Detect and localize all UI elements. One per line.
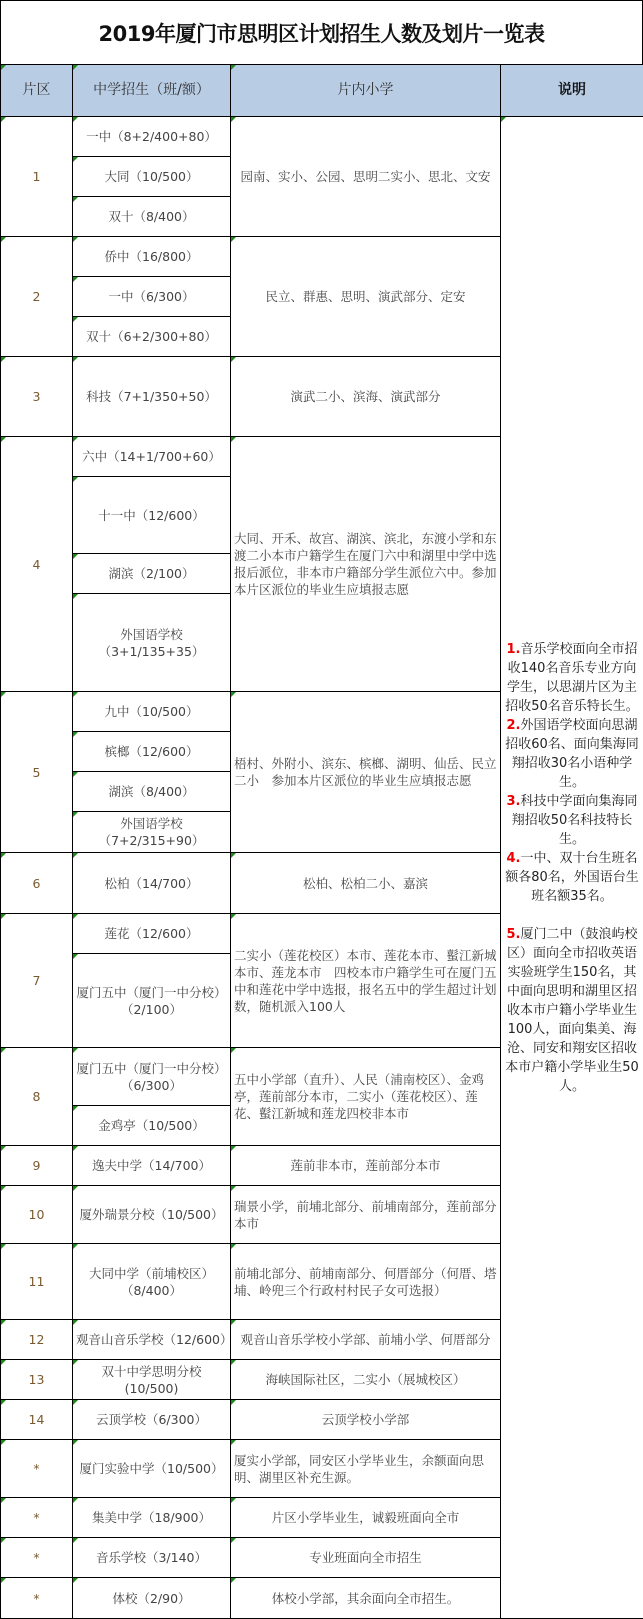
middle-school-cell: 湖滨（2/100）: [73, 554, 231, 594]
primary-schools-cell: 体校小学部，其余面向全市招生。: [231, 1578, 501, 1619]
zone-cell: 11: [1, 1244, 73, 1320]
middle-school-cell: 厦门五中（厦门一中分校）（6/300）: [73, 1048, 231, 1106]
primary-schools-cell: 莲前非本市，莲前部分本市: [231, 1146, 501, 1186]
zone-cell: *: [1, 1578, 73, 1619]
middle-school-cell: 体校（2/90）: [73, 1578, 231, 1619]
middle-school-cell: 大同中学（前埔校区）（8/400）: [73, 1244, 231, 1320]
zone-cell: 4: [1, 437, 73, 692]
note-number: 4.: [506, 850, 521, 866]
primary-schools-cell: 二实小（莲花校区）本市、莲花本市、蟚江新城本市、莲龙本市 四校本市户籍学生可在厦门五中和莲花中学中选报，报名五中的学生超过计划数，随机派入100人: [231, 914, 501, 1048]
primary-schools-cell: 云顶学校小学部: [231, 1400, 501, 1440]
zone-cell: 12: [1, 1320, 73, 1360]
zone-cell: 5: [1, 692, 73, 853]
header-middle-school: 中学招生（班/额）: [73, 65, 231, 117]
primary-schools-cell: 前埔北部分、前埔南部分、何厝部分（何厝、塔埔、岭兜三个行政村村民子女可选报）: [231, 1244, 501, 1320]
zone-cell: 10: [1, 1186, 73, 1244]
middle-school-cell: 厦门五中（厦门一中分校）（2/100）: [73, 954, 231, 1048]
middle-school-cell: 六中（14+1/700+60）: [73, 437, 231, 477]
middle-school-cell: 双十（8/400）: [73, 197, 231, 237]
zone-cell: 14: [1, 1400, 73, 1440]
note-item: [505, 716, 639, 792]
notes-cell: [501, 117, 643, 1619]
zone-cell: *: [1, 1538, 73, 1578]
middle-school-cell: 大同（10/500）: [73, 157, 231, 197]
primary-schools-cell: 瑞景小学，前埔北部分、前埔南部分，莲前部分本市: [231, 1186, 501, 1244]
zone-cell: 1: [1, 117, 73, 237]
note-item: [505, 640, 639, 716]
middle-school-cell: 音乐学校（3/140）: [73, 1538, 231, 1578]
primary-schools-cell: 民立、群惠、思明、演武部分、定安: [231, 237, 501, 357]
zone-cell: 13: [1, 1360, 73, 1400]
middle-school-cell: 科技（7+1/350+50）: [73, 357, 231, 437]
header-primary-schools: 片内小学: [231, 65, 501, 117]
primary-schools-cell: 园南、实小、公园、思明二实小、思北、文安: [231, 117, 501, 237]
primary-schools-cell: 观音山音乐学校小学部、前埔小学、何厝部分: [231, 1320, 501, 1360]
header-notes: 说明: [501, 65, 643, 117]
middle-school-cell: 外国语学校（3+1/135+35）: [73, 594, 231, 692]
zone-cell: 9: [1, 1146, 73, 1186]
note-text: 厦门二中（鼓浪屿校区）面向全市招收英语实验班学生150名，其中面向思明和湖里区招收本市户籍小学毕业生100人，面向集美、海沧、同安和翔安区招收本市户籍小学毕业生50人。: [505, 926, 639, 1094]
middle-school-cell: 金鸡亭（10/500）: [73, 1106, 231, 1146]
primary-schools-cell: 专业班面向全市招生: [231, 1538, 501, 1578]
header-row: [1, 65, 643, 117]
zone-cell: 7: [1, 914, 73, 1048]
note-text: 一中、双十台生班名额各80名，外国语台生班名额35名。: [505, 850, 639, 904]
middle-school-cell: 厦门实验中学（10/500）: [73, 1440, 231, 1498]
note-text: 音乐学校面向全市招收140名音乐专业方向学生，以思湖片区为主招收50名音乐特长生。: [505, 641, 639, 714]
middle-school-cell: 厦外瑞景分校（10/500）: [73, 1186, 231, 1244]
zone-cell: 6: [1, 853, 73, 914]
note-text: 科技中学面向集海同翔招收50名科技特长生。: [511, 793, 638, 847]
note-item: [505, 925, 639, 1096]
note-text: 外国语学校面向思湖招收60名、面向集海同翔招收30名小语种学生。: [505, 717, 639, 790]
primary-schools-cell: 厦实小学部，同安区小学毕业生，余额面向思明、湖里区补充生源。: [231, 1440, 501, 1498]
middle-school-cell: 一中（6/300）: [73, 277, 231, 317]
middle-school-cell: 湖滨（8/400）: [73, 772, 231, 812]
note-number: 3.: [506, 793, 521, 809]
page-title: 2019年厦门市思明区计划招生人数及划片一览表: [0, 0, 643, 64]
zone-cell: 3: [1, 357, 73, 437]
zone-cell: *: [1, 1440, 73, 1498]
zone-cell: 8: [1, 1048, 73, 1146]
primary-schools-cell: 海峡国际社区，二实小（展城校区）: [231, 1360, 501, 1400]
enrollment-table: [0, 64, 643, 1619]
middle-school-cell: 莲花（12/600）: [73, 914, 231, 954]
middle-school-cell: 十一中（12/600）: [73, 477, 231, 554]
middle-school-cell: 双十（6+2/300+80）: [73, 317, 231, 357]
table-row: [1, 117, 643, 157]
middle-school-cell: 槟榔（12/600）: [73, 732, 231, 772]
middle-school-cell: 观音山音乐学校（12/600）: [73, 1320, 231, 1360]
header-zone: 片区: [1, 65, 73, 117]
note-item: [505, 792, 639, 849]
middle-school-cell: 九中（10/500）: [73, 692, 231, 732]
middle-school-cell: 集美中学（18/900）: [73, 1498, 231, 1538]
middle-school-cell: 逸夫中学（14/700）: [73, 1146, 231, 1186]
note-item: [505, 849, 639, 906]
zone-cell: 2: [1, 237, 73, 357]
middle-school-cell: 一中（8+2/400+80）: [73, 117, 231, 157]
note-number: 2.: [506, 717, 521, 733]
middle-school-cell: 侨中（16/800）: [73, 237, 231, 277]
primary-schools-cell: 五中小学部（直升）、人民（浦南校区）、金鸡亭，莲前部分本市，二实小（莲花校区）、莲花、蟚江新城和莲龙四校非本市: [231, 1048, 501, 1146]
primary-schools-cell: 演武二小、滨海、演武部分: [231, 357, 501, 437]
middle-school-cell: 松柏（14/700）: [73, 853, 231, 914]
middle-school-cell: 双十中学思明分校(10/500): [73, 1360, 231, 1400]
middle-school-cell: 云顶学校（6/300）: [73, 1400, 231, 1440]
primary-schools-cell: 松柏、松柏二小、嘉滨: [231, 853, 501, 914]
primary-schools-cell: 梧村、外附小、滨东、槟榔、湖明、仙岳、民立二小 参加本片区派位的毕业生应填报志愿: [231, 692, 501, 853]
zone-cell: *: [1, 1498, 73, 1538]
note-number: 1.: [506, 641, 521, 657]
primary-schools-cell: 片区小学毕业生，诚毅班面向全市: [231, 1498, 501, 1538]
primary-schools-cell: 大同、开禾、故宫、湖滨、滨北，东渡小学和东渡二小本市户籍学生在厦门六中和湖里中学中选报后派位，非本市户籍部分学生派位六中。参加本片区派位的毕业生应填报志愿: [231, 437, 501, 692]
middle-school-cell: 外国语学校（7+2/315+90）: [73, 812, 231, 853]
note-number: 5.: [506, 926, 521, 942]
